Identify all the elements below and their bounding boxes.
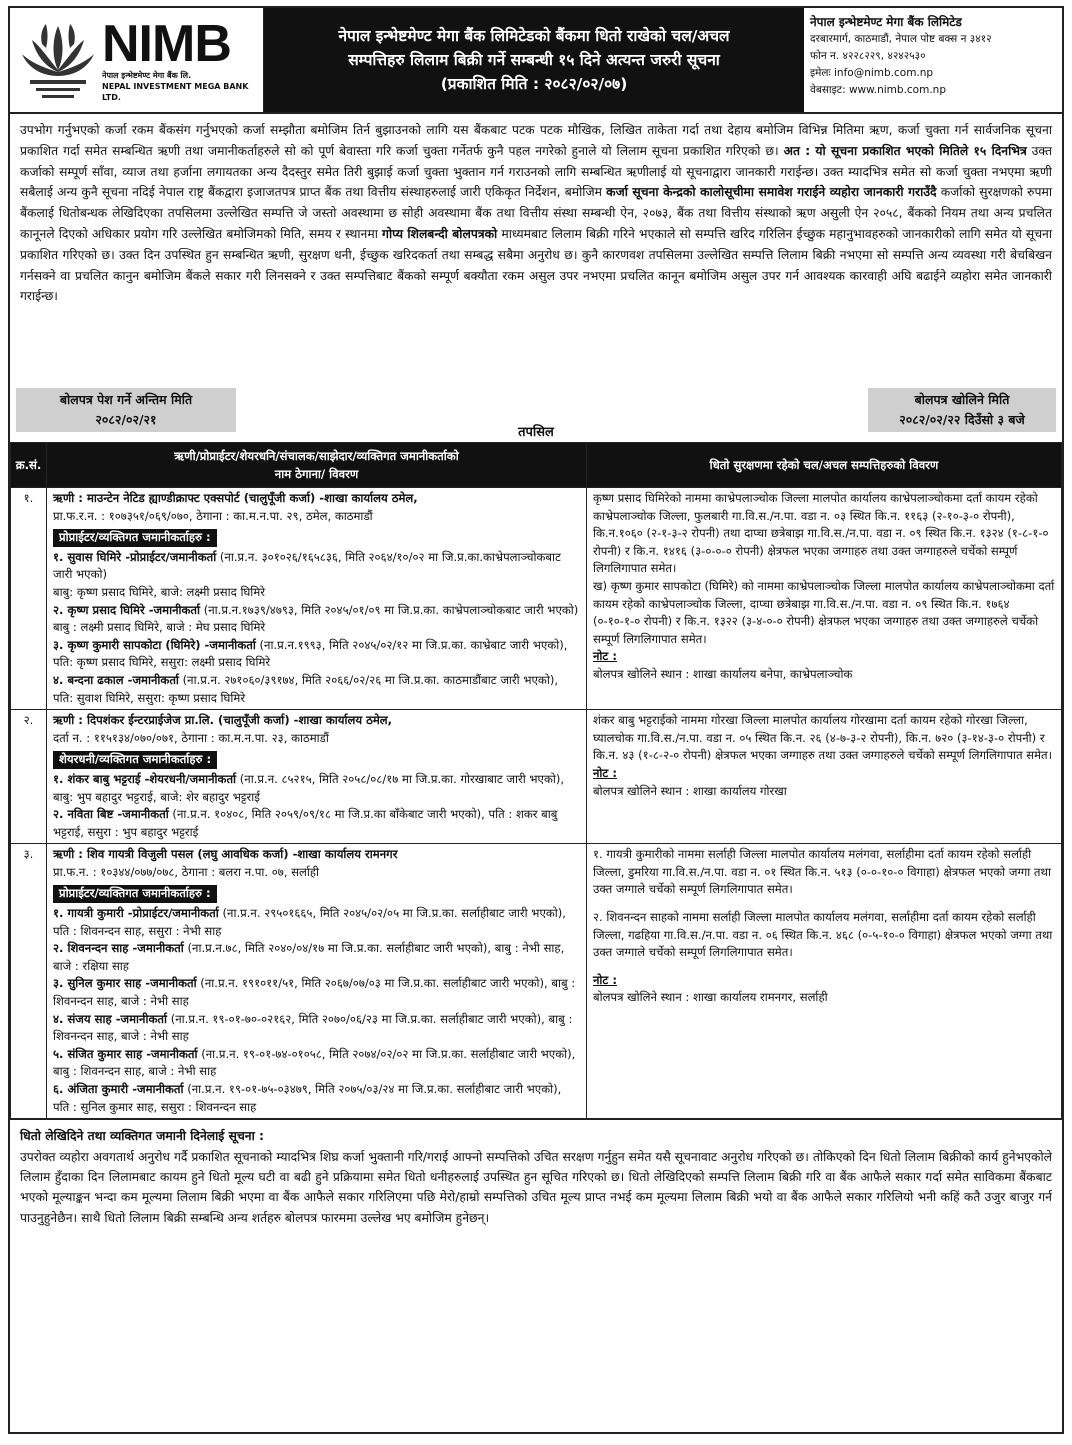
schedule-table	[10, 442, 1062, 1119]
borrower-name: ऋणी : माउन्टेन नेटिड ह्याण्डीक्राफ्ट एक्सपोर्ट (चालुपूँजी कर्जा) -शाखा कार्यालय ठमेल,	[53, 491, 418, 505]
guarantor-entry	[53, 549, 580, 584]
guarantor-name: २. कृष्ण प्रसाद घिमिरे -जमानीकर्ता	[53, 602, 201, 617]
table-row	[11, 488, 1062, 710]
collateral-description: शंकर बाबु भट्टराईको नाममा गोरखा जिल्ला मालपोत कार्यालय गोरखामा दर्ता कायम रहेको गोरखा जिल्ला, घ्यालचोक गा.वि.स./न.पा. वडा न. ०५ स्थित कि.न. २६ (४-७-३-२ रोपनी), कि.न. ७२० (३-१४-३-० रोपनी) र कि.न. ४३ (१-८-२-० रोपनी) क्षेत्रफल भएका जग्गाहरु तथा उक्त जग्गाहरुले चर्चेको सम्पूर्ण लिगलिगापात समेत।	[593, 713, 1053, 763]
guarantor-notice	[10, 1119, 1062, 1234]
row-parties	[47, 844, 587, 1119]
borrower-name: ऋणी : दिपशंकर ईन्टरप्राईजेज प्रा.लि. (चालुपूँजी कर्जा) -शाखा कार्यालय ठमेल,	[53, 713, 393, 728]
bid-opening-value: २०८२/०२/२२ दिउँसो ३ बजे	[899, 412, 1025, 427]
guarantor-entry	[53, 771, 580, 806]
guarantor-detail: (ना.प्र.न.१९९३, मिति २०४५/०२/१२ मा जि.प्र.का. काभ्रेबाट जारी भएको), पति: कृष्ण प्रसाद घिमिरे, ससुरा: लक्ष्मी प्रसाद घिमिरे	[53, 637, 568, 670]
row-collateral	[587, 844, 1062, 1119]
guarantor-name: ६. अंजिता कुमारी -जमानीकर्ता	[53, 1082, 184, 1096]
guarantor-detail: (ना.प्र.न. १९-०१-७०-०२१६२, मिति २०७०/०६/२३ मा जि.प्र.का. सर्लाहीबाट जारी भएको), बाबु : शिवनन्दन साह, बाजे : नेभी साह	[53, 1011, 573, 1044]
guarantor-detail: (ना.प्र.न.१७३९/४७९३, मिति २०४५/०१/०९ मा जि.प्र.का. काभ्रेपलाञ्चोकबाट जारी भएको)	[200, 602, 579, 617]
guarantor-name: १. सुवास घिमिरे -प्रोप्राईटर/जमानीकर्ता	[53, 549, 217, 564]
bid-deadline-label: बोलपत्र पेश गर्ने अन्तिम मिति	[59, 392, 193, 407]
bid-opening-location: बोलपत्र खोलिने स्थान : शाखा कार्यालय रामनगर, सर्लाही	[593, 990, 828, 1005]
guarantor-name: २. शिवनन्दन साह -जमानीकर्ता	[53, 941, 184, 956]
collateral-description: २. शिवनन्दन साहको नाममा सर्लाही जिल्ला मालपोत कार्यालय मलंगवा, सर्लाहीमा दर्ता कायम रहेको सर्लाही जिल्ला, गढहिया गा.वि.स./न.पा. वडा न. ०६ स्थित कि.न. ४६८ (०-५-१०-० विगाहा) क्षेत्रफल भएको जग्गा तथा उक्त जग्गाले चर्चेको सम्पूर्ण लिगलिगापात समेत।	[593, 910, 1053, 960]
header-parties-line-2: नाम ठेगाना/ विवरण	[274, 467, 359, 481]
intro-text-1: उपभोग गर्नुभएको कर्जा रकम बैंकसंग गर्नुभएको कर्जा सम्झौता बमोजिम तिर्न बुझाउनको लागि यस बैंकबाट पटक पटक मौखिक, लिखित ताकेता गर्दा तथा देहाय बमोजिम विभिन्न मितिमा ऋण, कर्जा चुक्ता गर्न सार्वजनिक सूचना प्रकाशित गर्दा समेत सम्बन्धित ऋणी तथा जमानीकर्ताहरुले सो को पूर्ण बेवास्ता गरि कर्जा चुक्ता गर्नेतर्फ कुनै पहल नगरेको हुनाले यो लिलाम सूचना प्रकाशित गरिएको छ।	[20, 123, 1052, 158]
guarantor-name: २. नविता बिष्ट -जमानीकर्ता	[53, 807, 169, 822]
guarantor-name: १. शंकर बाबु भट्टराई -शेयरधनी/जमानीकर्ता	[53, 771, 237, 786]
guarantor-name: ३. कृष्ण कुमारी सापकोटा (घिमिरे) -जमानीकर्ता	[53, 637, 256, 652]
guarantor-entry	[53, 905, 580, 940]
row-collateral	[587, 710, 1062, 844]
guarantor-entry	[53, 1081, 580, 1116]
guarantor-name: ४. संजय साह -जमानीकर्ता	[53, 1011, 168, 1026]
contact-info	[804, 8, 1062, 112]
table-row	[11, 844, 1062, 1119]
intro-bold-3: गोप्य शिलबन्दी बोलपत्रको	[382, 226, 498, 241]
note-label: नोट :	[593, 765, 617, 780]
row-serial: १.	[11, 488, 47, 710]
intro-paragraph	[10, 114, 1062, 384]
guarantor-section-label: प्रोप्राईटर/व्यक्तिगत जमानीकर्ताहरु :	[53, 529, 217, 547]
header-serial: क्र.सं.	[11, 443, 47, 488]
guarantor-detail: (ना.प्र.न. १९-०१-७४-०१०५८, मिति २०७४/०२/०२ मा जि.प्र.का. सर्लाहीबाट जारी भएको), बाबु : शिवनन्दन साह, बाजे : नेभी साह	[53, 1046, 576, 1079]
row-parties	[47, 488, 587, 710]
intro-bold-1: अत : यो सूचना प्रकाशित भएको मितिले १५ दिनभित्र	[783, 143, 1027, 158]
header-parties	[47, 443, 587, 488]
intro-text-4: माध्यमबाट लिलाम बिक्री गरिने भएकाले सो सम्पत्ति खरिद गरिलिन ईच्छुक महानुभावहरुको जानकारीको लागि समेत यो सूचना प्रकाशित गरिएको छ। उक्त दिन उपस्थित हुन सम्बन्धित ऋणी, सुरक्षण धनी, ईच्छुक खरिदकर्ता तथा सम्बद्ध सबैमा अनुरोध छ। कुनै कारणवश तपसिलमा उल्लेखित सम्पत्ति लिलाम बिक्री नभएमा सो सम्पत्ति अन्य व्यवस्था गरी बेचबिखन गर्नसक्ने वा प्रचलित कानुन बमोजिम बैंकले सकार गरी लिनसक्ने र उक्त सम्पत्तिबाट बैंकको सम्पूर्ण बक्यौता रकम असुल उपर नभएमा प्रचलित कानून बमोजिम असुल उपर गर्न आवश्यक कारवाही अघि बढाईने व्यहोरा समेत जानकारी गराईन्छ।	[20, 226, 1053, 304]
collateral-description: १. गायत्री कुमारीको नाममा सर्लाही जिल्ला मालपोत कार्यालय मलंगवा, सर्लाहीमा दर्ता कायम रहेको सर्लाही जिल्ला, डुमरिया गा.वि.स./न.पा. वडा न. ०१ स्थित कि.न. ५१३ (०-०-१०-० विगाहा) क्षेत्रफल भएको जग्गा तथा उक्त जग्गाले चर्चेको सम्पूर्ण लिगलिगापात समेत।	[593, 847, 1051, 897]
guarantor-detail: (ना.प्र.न. १९-०१-७५-०३४७९, मिति २०७५/०३/२४ मा जि.प्र.का. सर्लाहीबाट जारी भएको), पति : सुनिल कुमार साह, ससुरा : शिवनन्दन साह	[53, 1082, 562, 1114]
lotus-logo-icon	[18, 18, 98, 102]
contact-bank-name: नेपाल इन्भेष्टमेण्ट मेगा बैंक लिमिटेड	[810, 15, 962, 29]
intro-text-3: कर्जाको सुरक्षणको रुपमा बैंकलाई धितोबन्धक लेखिदिएका तपसिलमा उल्लेखित सम्पत्ति जे जस्तो अवस्थामा छ सोही अवस्थामा बैंक तथा वित्तीय संस्था सम्बन्धी ऐन, २०७३, बैंक तथा वित्तीय संस्थाको ऋण असुली ऐन २०५८, बैंकको नियम तथा अन्य प्रचलित कानूनले दिएको अधिकार प्रयोग गरि उल्लेखित बमोजिमको मिति, समय र स्थानमा	[20, 185, 1053, 241]
header-parties-line-1: ऋणी/प्रोप्राईटर/शेयरधनि/संचालक/साझेदार/व्यक्तिगत जमानीकर्ताको	[174, 449, 459, 463]
collateral-description: कृष्ण प्रसाद घिमिरेको नाममा काभ्रेपलाञ्चोक जिल्ला मालपोत कार्यालय काभ्रेपलाञ्चोकमा दर्ता कायम रहेको काभ्रेपलाञ्चोक जिल्ला, फुलबारी गा.वि.स./न.पा. वडा न. ०३ स्थित कि.न. ११६३ (२-१०-३-० रोपनी), कि.न.१०६० (२-१-३-२ रोपनी) तथा दाप्चा छत्रेबाझ गा.वि.स./न.पा. वडा न. ०९ स्थित कि.न. १३२४ (१-८-१-० रोपनी) र कि.न. १४१६ (३-०-०-० रोपनी) क्षेत्रफल भएका जग्गाहरु तथा उक्त जग्गाहरुले चर्चेको सम्पूर्ण लिगलिगापात समेत।	[593, 491, 1049, 576]
guarantor-name: ५. संजित कुमार साह -जमानीकर्ता	[53, 1046, 198, 1061]
notice-title	[264, 8, 804, 112]
header-collateral: धितो सुरक्षणमा रहेको चल/अचल सम्पत्तिहरुको विवरण	[587, 443, 1062, 488]
logo-wordmark: NIMB	[102, 14, 231, 73]
guarantor-entry	[53, 975, 580, 1010]
guarantor-detail: (ना.प्र.न. १९१०११/५१, मिति २०६७/०७/०३ मा जि.प्र.का. सर्लाहीबाट जारी भएको), बाबु : शिवनन्दन साह, बाजे : नेभी साह	[53, 976, 576, 1009]
guarantor-entry	[53, 1011, 580, 1046]
guarantor-detail: (ना.प्र.न. ८५२१५, मिति २०५८/०८/१७ मा जि.प्र.का. गोरखाबाट जारी भएको), बाबु: भुप बहादुर भट्टराई, बाजे: शेर बहादुर भट्टराई	[53, 771, 565, 804]
bid-opening-label: बोलपत्र खोलिने मिति	[914, 392, 1010, 407]
notice-header	[10, 8, 1062, 114]
guarantor-entry	[53, 637, 580, 672]
guarantor-entry	[53, 1046, 580, 1081]
intro-bold-2: कर्जा सूचना केन्द्रको कालोसूचीमा समावेश गराईने व्यहोरा जानकारी गराउँदै	[606, 185, 937, 200]
bid-dates	[10, 384, 1062, 442]
guarantor-name: ४. बन्दना ढकाल -जमानीकर्ता	[53, 672, 179, 687]
bank-logo	[10, 8, 264, 112]
contact-address: दरबारमार्ग, काठमाडौं, नेपाल पोष्ट बक्स न ३४१२	[810, 33, 992, 45]
title-line-2: सम्पत्तिहरु लिलाम बिक्री गर्ने सम्बन्धी १५ दिने अत्यन्त जरुरी सूचना	[348, 51, 720, 69]
guarantor-family: बाबु : लक्ष्मी प्रसाद घिमिरे, बाजे : मेघ प्रसाद घिमिरे	[53, 620, 266, 635]
row-collateral	[587, 488, 1062, 710]
row-serial: २.	[11, 710, 47, 844]
contact-email[interactable]: इमेलः info@nimb.com.np	[810, 67, 934, 79]
guarantor-entry	[53, 602, 580, 620]
row-serial: ३.	[11, 844, 47, 1119]
guarantor-detail: (ना.प्र.न. २७१०६०/३९१७४, मिति २०६६/०२/२६ मा जि.प्र.का. काठमाडौंबाट जारी भएको), पति: सुवाश घिमिरे, ससुरा: कृष्ण प्रसाद घिमिरे	[53, 672, 559, 705]
guarantor-notice-text: उपरोक्त व्यहोरा अवगतार्थ अनुरोध गर्दै प्रकाशित सूचनाको म्यादभित्र शिघ्र कर्जा भुक्तानी गरि/गराई आफ्नो सम्पत्तिको उचित सरक्षण गर्नुहुन समेत यसै सूचनावाट अनुरोध गरिएको छ। तोकिएको दिन धितो लिलाम बिक्रीको कार्य हुनेभएकोले लिलाम हुँदाका दिन लिलामबाट कायम हुने धितो मूल्य घटी वा बढी हुने प्रक्रियामा समेत धितो धनीहरुलाई उपस्थित हुन सूचित गरिएको छ। धितो लेखिदिएको सम्पत्ति लिलाम बिक्री गरि वा बैंक आफैले सकार गर्दा समेत साविकमा बैंकबाट भएको मूल्याङ्कन भन्दा कम मूल्यमा लिलाम बिक्री भएमा वा बैंक आफैले सकार गरिलिएमा पछि मेरो/हाम्रो सम्पत्तिको उचित मूल्य प्राप्त नभई कम मूल्यमा लिलाम बिक्री भयो वा बैंक आफैले सकार गरिलियो भनी कहिं कतै उजुर बाजुर गर्न पाउनुहुनेछैन। साथै धितो लिलाम बिक्री सम्बन्धि अन्य शर्तहरु बोलपत्र फारममा उल्लेख भए बमोजिम हुनेछन्।	[20, 1149, 1052, 1225]
borrower-detail: दर्ता न. : ११५१३४/०७०/०७१, ठेगाना : का.म.न.पा. २३, काठमाडौं	[53, 730, 329, 745]
guarantor-section-label: शेयरधनी/व्यक्तिगत जमानीकर्ताहरु :	[53, 751, 217, 769]
guarantor-detail: (ना.प्र.न. १०४०८, मिति २०५९/०९/१८ मा जि.प्र.का बाँकेबाट जारी भएको), पति : शकर बाबु भट्टराई, ससुरा : भुप बहादुर भट्टराई	[53, 807, 558, 839]
bid-opening-location: बोलपत्र खोलिने स्थान : शाखा कार्यालय गोरखा	[593, 783, 787, 798]
guarantor-entry	[53, 940, 580, 975]
borrower-detail: प्रा.फ.न. : १०३४४/०७७/०७८, ठेगाना : बलरा न.पा. ०७, सर्लाही	[53, 864, 320, 879]
guarantor-detail: (ना.प्र.न.७८, मिति २०४०/०४/१७ मा जि.प्र.का. सर्लाहीबाट जारी भएको), बाबु : नेभी साह, बाजे : रक्षिया साह	[53, 941, 565, 973]
guarantor-detail: (ना.प्र.न. २९५०१६६५, मिति २०४५/०२/०५ मा जि.प्र.का. सर्लाहीबाट जारी भएको), पति : शिवनन्दन साह, ससुरा : नेभी साह	[53, 906, 566, 938]
note-label: नोट :	[593, 649, 617, 664]
guarantor-notice-heading: धितो लेखिदिने तथा व्यक्तिगत जमानी दिनेलाई सूचना :	[20, 1129, 264, 1144]
row-parties	[47, 710, 587, 844]
guarantor-entry	[53, 672, 580, 707]
bid-deadline-value: २०८२/०२/२१	[95, 412, 157, 427]
borrower-detail: प्रा.फ.र.न. : १०७३५१/०६९/०७०, ठेगाना : का.म.न.पा. २९, ठमेल, काठमाडौं	[53, 508, 373, 523]
guarantor-detail: (ना.प्र.न. ३०१०२६/१६५८३६, मिति २०६४/१०/०२ मा जि.प्र.का.काभ्रेपलाञ्चोकबाट जारी भएको)	[53, 549, 561, 582]
bid-opening-location: बोलपत्र खोलिने स्थान : शाखा कार्यालय बनेपा, काभ्रेपलाञ्चोक	[593, 666, 853, 681]
collateral-description: ख) कृष्ण कुमार सापकोटा (घिमिरे) को नाममा काभ्रेपलाञ्चोक जिल्ला मालपोत कार्यालय काभ्रेपलाञ्चोकमा दर्ता कायम रहेको काभ्रेपलाञ्चोक जिल्ला, दाप्चा छत्रेबाझ गा.वि.स./न.पा. वडा न. ०९ स्थित कि.न. १७६४ (०-१०-१-० रोपनी) र कि.न. १३२२ (३-४-०-० रोपनी) क्षेत्रफल भएका जग्गाहरु तथा उक्त जग्गाहरुले चर्चेको सम्पूर्ण लिगलिगापात समेत।	[593, 578, 1055, 646]
logo-subtitle-nepali: नेपाल इन्भेष्टमेण्ट मेगा बैंक लि.	[102, 70, 192, 80]
borrower-name: ऋणी : शिव गायत्री विजुली पसल (लघु आवधिक कर्जा) -शाखा कार्यालय रामनगर	[53, 847, 398, 862]
table-row	[11, 710, 1062, 844]
intro-text-2: उक्त कर्जाको सम्पूर्ण साँवा, व्याज तथा हर्जाना लगायतका अन्य दैदस्तुर समेत तिरी बुझाई कर्जा चुक्ता भुक्तान गर्न गराउनको लागि सम्बन्धित ऋणीलाई यो सूचनाद्वारा जानकारी गराईन्छ। उक्त म्यादभित्र समेत सो कर्जा चुक्ता नभएमा ऋणी सबैलाई अन्य कुनै सूचना नदिई नेपाल राष्ट्र बैंकद्वारा इजाजतपत्र प्राप्त बैंक तथा वित्तीय संस्थाहरुलाई जारी एकिकृत निर्देशन, बमोजिम	[20, 143, 1052, 200]
guarantor-name: १. गायत्री कुमारी -प्रोप्राईटर/जमानीकर्ता	[53, 906, 219, 921]
logo-subtitle-english: NEPAL INVESTMENT MEGA BANK LTD.	[102, 81, 249, 102]
guarantor-entry	[53, 806, 580, 841]
title-line-3: (प्रकाशित मिति : २०८२/०२/०७)	[440, 75, 628, 93]
guarantor-family: बाबु: कृष्ण प्रसाद घिमिरे, बाजे: लक्ष्मी प्रसाद घिमिरे	[53, 584, 265, 599]
contact-phone: फोन न. ४२२८२२९, ४२४२५३०	[810, 50, 926, 62]
contact-website[interactable]: वेबसाइट: www.nimb.com.np	[810, 84, 946, 96]
guarantor-name: ३. सुनिल कुमार साह -जमानीकर्ता	[53, 976, 197, 991]
title-line-1: नेपाल इन्भेष्टमेण्ट मेगा बैंक लिमिटेडको बैंकमा धितो राखेको चल/अचल	[338, 27, 730, 45]
schedule-heading: तपसिल	[518, 425, 554, 440]
guarantor-section-label: प्रोप्राईटर/व्यक्तिगत जमानीकर्ताहरु :	[53, 885, 217, 903]
notice-page	[8, 6, 1064, 1434]
note-label: नोट :	[593, 972, 617, 987]
table-header-row	[11, 443, 1062, 488]
